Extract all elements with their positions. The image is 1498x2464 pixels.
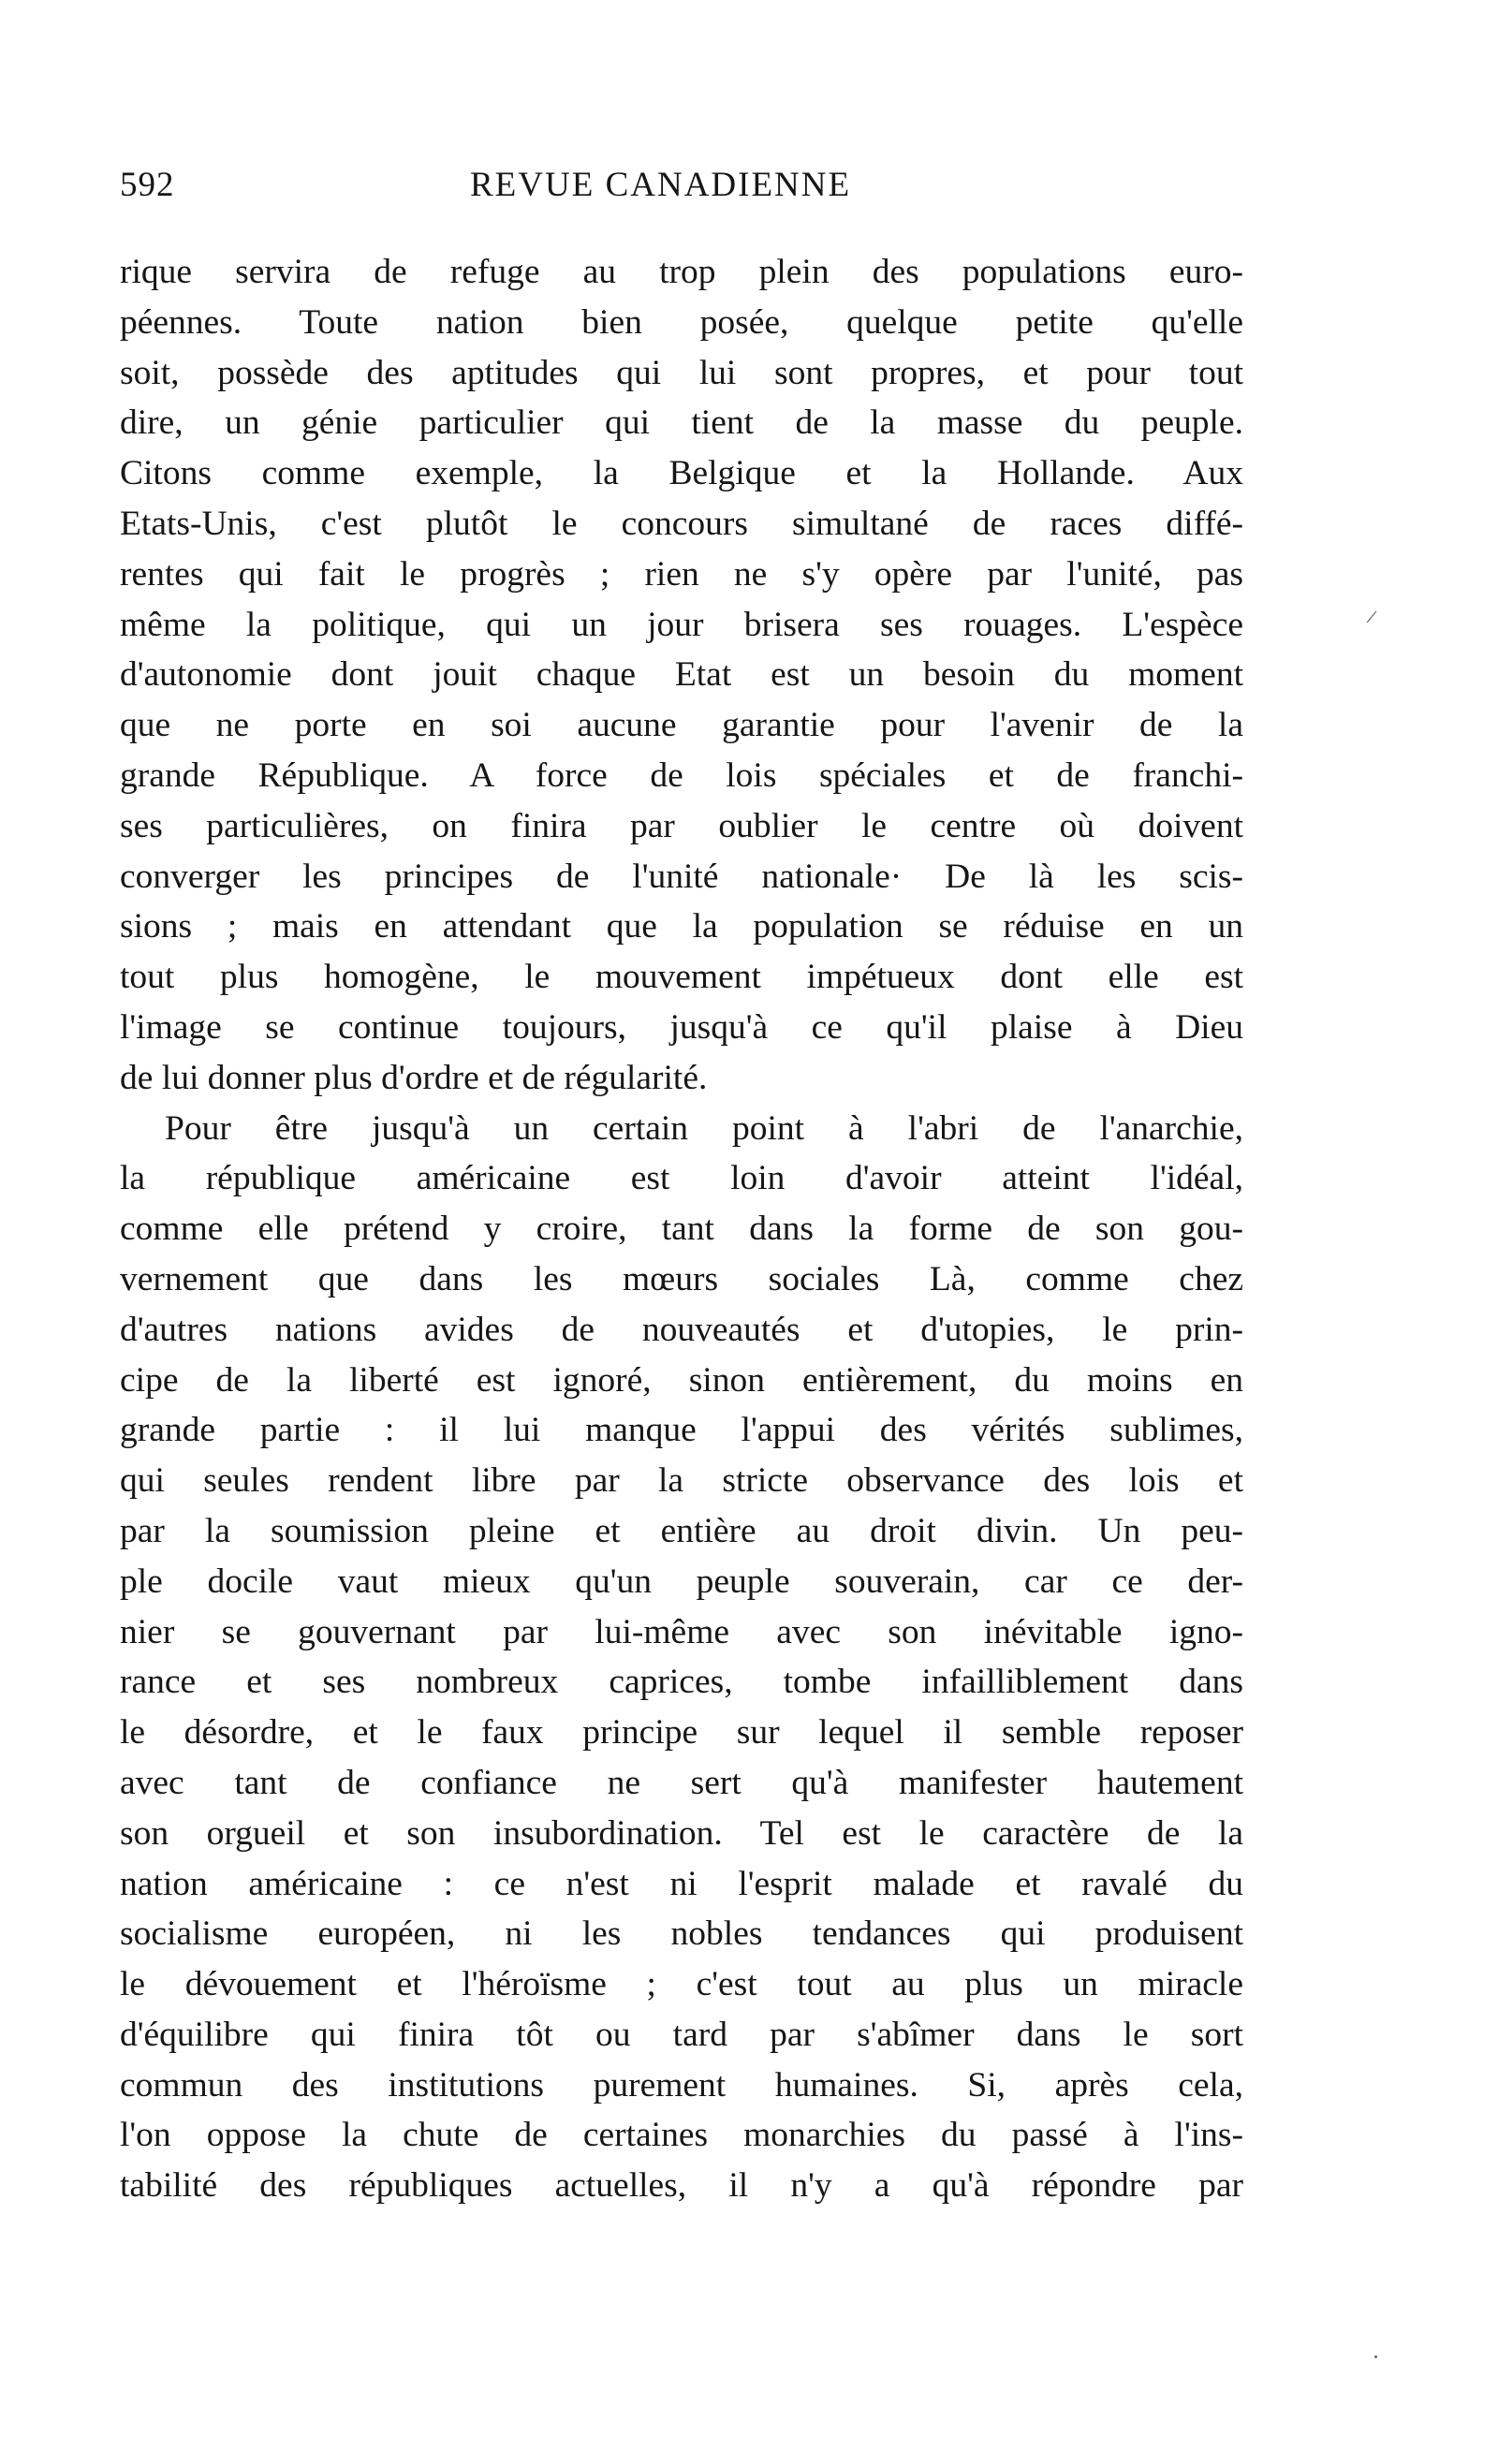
text-line: péennes. Toute nation bien posée, quelque petite qu'elle bbox=[120, 302, 1243, 342]
body-text bbox=[120, 247, 1243, 2211]
text-line: rentes qui fait le progrès ; rien ne s'y opère par l'unité, pas bbox=[120, 554, 1243, 594]
text-line: d'équilibre qui finira tôt ou tard par s'abîmer dans le sort bbox=[120, 2015, 1243, 2054]
running-head bbox=[120, 165, 1243, 212]
text-line: le dévouement et l'héroïsme ; c'est tout au plus un miracle bbox=[120, 1965, 1243, 2004]
margin-mark: / bbox=[1365, 604, 1379, 629]
text-line: converger les principes de l'unité nationale· De là les scis- bbox=[120, 857, 1243, 896]
text-line: d'autres nations avides de nouveautés et d'utopies, le prin- bbox=[120, 1310, 1243, 1349]
text-line: tout plus homogène, le mouvement impétueux dont elle est bbox=[120, 958, 1243, 997]
text-line: cipe de la liberté est ignoré, sinon entièrement, du moins en bbox=[120, 1360, 1243, 1400]
page-number: 592 bbox=[120, 166, 175, 204]
text-line: même la politique, qui un jour brisera ses rouages. L'espèce bbox=[120, 605, 1243, 644]
text-line: de lui donner plus d'ordre et de régularité. bbox=[120, 1058, 708, 1097]
text-line: que ne porte en soi aucune garantie pour l'avenir de la bbox=[120, 706, 1243, 745]
text-line: tabilité des républiques actuelles, il n'y a qu'à répondre par bbox=[120, 2166, 1243, 2206]
text-line: rance et ses nombreux caprices, tombe infailliblement dans bbox=[120, 1663, 1243, 1702]
text-line: comme elle prétend y croire, tant dans la forme de son gou- bbox=[120, 1210, 1243, 1249]
text-line: la république américaine est loin d'avoir atteint l'idéal, bbox=[120, 1159, 1243, 1198]
text-line: qui seules rendent libre par la stricte observance des lois et bbox=[120, 1461, 1243, 1501]
text-line: Etats-Unis, c'est plutôt le concours simultané de races diffé- bbox=[120, 504, 1243, 543]
text-line: ses particulières, on finira par oublier le centre où doivent bbox=[120, 806, 1243, 845]
text-line: l'image se continue toujours, jusqu'à ce qu'il plaise à Dieu bbox=[120, 1007, 1243, 1047]
paragraph-1 bbox=[120, 247, 1243, 1104]
text-line: grande République. A force de lois spéciales et de franchi- bbox=[120, 755, 1243, 795]
text-line: nation américaine : ce n'est ni l'esprit malade et ravalé du bbox=[120, 1864, 1243, 1903]
text-line: socialisme européen, ni les nobles tendances qui produisent bbox=[120, 1914, 1243, 1954]
stray-mark bbox=[1374, 2355, 1377, 2358]
text-line: dire, un génie particulier qui tient de la masse du peuple. bbox=[120, 403, 1243, 443]
journal-title: REVUE CANADIENNE bbox=[470, 166, 852, 204]
text-line: rique servira de refuge au trop plein des populations euro- bbox=[120, 253, 1243, 291]
paragraph-2 bbox=[120, 1104, 1243, 2212]
text-line: soit, possède des aptitudes qui lui sont propres, et pour tout bbox=[120, 353, 1243, 392]
text-line: Citons comme exemple, la Belgique et la Hollande. Aux bbox=[120, 454, 1243, 493]
text-line: grande partie : il lui manque l'appui des vérités sublimes, bbox=[120, 1411, 1243, 1450]
text-line: le désordre, et le faux principe sur lequel il semble reposer bbox=[120, 1713, 1243, 1753]
text-line: d'autonomie dont jouit chaque Etat est un besoin du moment bbox=[120, 655, 1243, 695]
text-line: avec tant de confiance ne sert qu'à manifester hautement bbox=[120, 1763, 1243, 1802]
text-line: nier se gouvernant par lui-même avec son inévitable igno- bbox=[120, 1612, 1243, 1651]
text-line: commun des institutions purement humaines. Si, après cela, bbox=[120, 2065, 1243, 2105]
text-line: par la soumission pleine et entière au droit divin. Un peu- bbox=[120, 1511, 1243, 1550]
text-line: sions ; mais en attendant que la population se réduise en un bbox=[120, 907, 1243, 946]
text-line: vernement que dans les mœurs sociales Là, comme chez bbox=[120, 1259, 1243, 1298]
text-line: Pour être jusqu'à un certain point à l'abri de l'anarchie, bbox=[165, 1108, 1243, 1148]
text-line: l'on oppose la chute de certaines monarchies du passé à l'ins- bbox=[120, 2116, 1243, 2155]
text-line: son orgueil et son insubordination. Tel est le caractère de la bbox=[120, 1813, 1243, 1853]
text-line: ple docile vaut mieux qu'un peuple souverain, car ce der- bbox=[120, 1562, 1243, 1601]
